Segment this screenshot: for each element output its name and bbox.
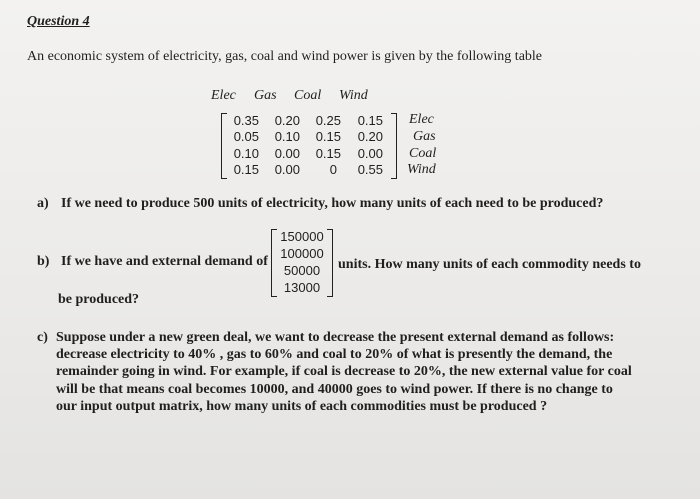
matrix-cell: 0.15	[315, 129, 341, 144]
matrix-cell: 0.00	[357, 146, 383, 161]
col-header-wind: Wind	[339, 88, 368, 103]
matrix-cell: 0.10	[274, 129, 300, 144]
matrix-cell: 0.15	[357, 113, 383, 128]
question-title: Question 4	[27, 14, 90, 29]
matrix-cell: 0.25	[315, 113, 341, 128]
matrix-cell: 0.55	[357, 162, 383, 177]
question-c-line: will be that means coal becomes 10000, and 40000 goes to wind power. If there is no change to	[56, 382, 613, 397]
matrix-right-bracket	[391, 113, 397, 179]
question-b-text-continued: be produced?	[58, 292, 140, 307]
demand-vector-value: 100000	[280, 246, 324, 261]
row-label-coal: Coal	[409, 146, 437, 161]
matrix-cell: 0.20	[357, 129, 383, 144]
col-header-elec: Elec	[211, 88, 236, 103]
question-c-line: Suppose under a new green deal, we want to decrease the present external demand as follows:	[56, 330, 615, 345]
matrix-cell: 0.35	[233, 113, 259, 128]
question-a-marker: a)	[37, 196, 49, 211]
matrix-cell: 0.15	[315, 146, 341, 161]
matrix-cell: 0.10	[233, 146, 259, 161]
question-c-line: remainder going in wind. For example, if coal is decrease to 20%, the new external value for coal	[56, 364, 632, 379]
demand-vector-value: 13000	[283, 280, 321, 295]
question-c-line: decrease electricity to 40% , gas to 60% and coal to 20% of what is presently the demand, the	[56, 347, 613, 362]
intro-text: An economic system of electricity, gas, coal and wind power is given by the following table	[27, 49, 543, 64]
col-header-coal: Coal	[294, 88, 322, 103]
row-label-elec: Elec	[409, 112, 434, 127]
demand-vector-value: 150000	[280, 229, 324, 244]
matrix-cell: 0	[329, 162, 337, 177]
question-b-text-after: units. How many units of each commodity needs to	[338, 257, 641, 272]
question-c-marker: c)	[37, 330, 48, 345]
question-b-text-before: If we have and external demand of	[61, 254, 268, 269]
matrix-cell: 0.20	[274, 113, 300, 128]
col-header-gas: Gas	[254, 88, 277, 103]
row-label-wind: Wind	[407, 162, 436, 177]
matrix-cell: 0.00	[274, 162, 300, 177]
row-label-gas: Gas	[413, 129, 436, 144]
matrix-cell: 0.15	[233, 162, 259, 177]
question-a-text: If we need to produce 500 units of electricity, how many units of each need to be produced?	[61, 196, 604, 211]
matrix-cell: 0.05	[233, 129, 259, 144]
demand-vector-value: 50000	[283, 263, 321, 278]
question-c-line: our input output matrix, how many units of each commodities must be produced ?	[56, 399, 548, 414]
matrix-cell: 0.00	[274, 146, 300, 161]
question-b-marker: b)	[37, 254, 50, 269]
